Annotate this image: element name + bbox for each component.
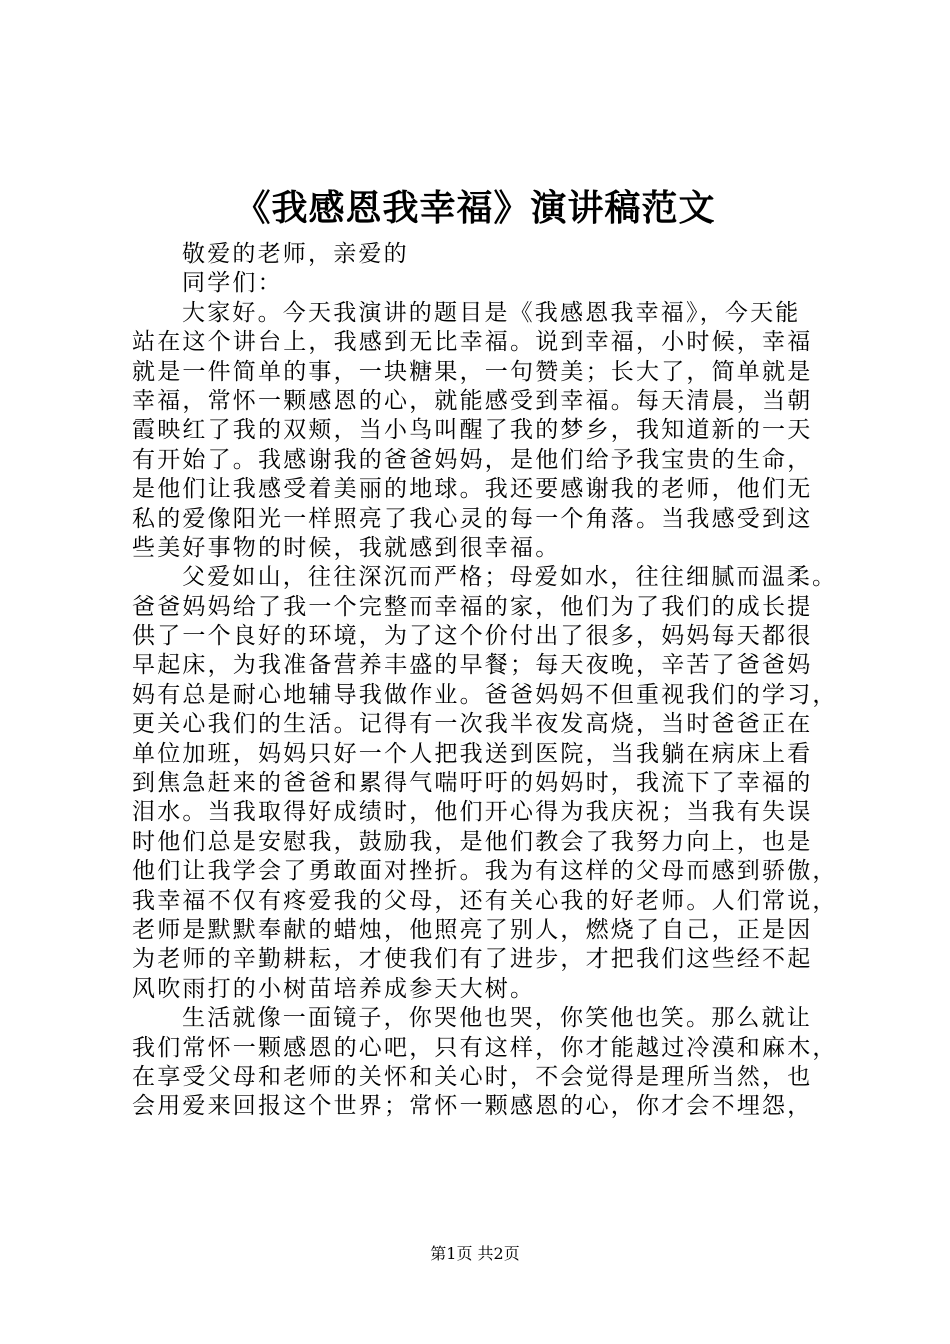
paragraph-line: 供了一个良好的环境，为了这个价付出了很多，妈妈每天都很: [132, 623, 813, 650]
paragraph-line: 我们常怀一颗感恩的心吧，只有这样，你才能越过冷漠和麻木，: [132, 1034, 838, 1061]
document-body: [132, 240, 838, 1122]
paragraph-line: 站在这个讲台上，我感到无比幸福。说到幸福，小时候，幸福: [132, 329, 813, 356]
paragraph-line: 更关心我们的生活。记得有一次我半夜发高烧，当时爸爸正在: [132, 711, 813, 738]
paragraph-line: 早起床，为我准备营养丰盛的早餐；每天夜晚，辛苦了爸爸妈: [132, 652, 813, 679]
paragraph-line: 会用爱来回报这个世界；常怀一颗感恩的心，你才会不埋怨，: [132, 1093, 813, 1120]
paragraph-line: 单位加班，妈妈只好一个人把我送到医院，当我躺在病床上看: [132, 740, 813, 767]
salutation-line-1: 敬爱的老师，亲爱的: [182, 241, 409, 267]
paragraph-line: 就是一件简单的事，一块糖果，一句赞美；长大了，简单就是: [132, 358, 813, 385]
paragraph-line: 大家好。今天我演讲的题目是《我感恩我幸福》，今天能: [182, 299, 801, 326]
document-title: 《我感恩我幸福》演讲稿范文: [234, 187, 716, 229]
page-footer: 第1页 共2页: [430, 1244, 520, 1263]
paragraph-line: 些美好事物的时候，我就感到很幸福。: [132, 534, 561, 561]
paragraph-line: 时他们总是安慰我，鼓励我，是他们教会了我努力向上，也是: [132, 828, 813, 855]
paragraph-line: 到焦急赶来的爸爸和累得气喘吁吁的妈妈时，我流下了幸福的: [132, 770, 813, 797]
paragraph-line: 为老师的辛勤耕耘，才使我们有了进步，才把我们这些经不起: [132, 946, 813, 973]
paragraph-line: 妈有总是耐心地辅导我做作业。爸爸妈妈不但重视我们的学习，: [132, 681, 838, 708]
paragraph-line: 霞映红了我的双颊，当小鸟叫醒了我的梦乡，我知道新的一天: [132, 417, 813, 444]
paragraph-line: 老师是默默奉献的蜡烛，他照亮了别人，燃烧了自己，正是因: [132, 916, 813, 943]
paragraph-line: 爸爸妈妈给了我一个完整而幸福的家，他们为了我们的成长提: [132, 593, 813, 620]
paragraph-line: 有开始了。我感谢我的爸爸妈妈，是他们给予我宝贵的生命，: [132, 446, 813, 473]
paragraph-line: 在享受父母和老师的关怀和关心时，不会觉得是理所当然，也: [132, 1063, 813, 1090]
paragraph-line: 父爱如山，往往深沉而严格；母爱如水，往往细腻而温柔。: [182, 564, 838, 591]
paragraph-line: 私的爱像阳光一样照亮了我心灵的每一个角落。当我感受到这: [132, 505, 813, 532]
paragraph-line: 我幸福不仅有疼爱我的父母，还有关心我的好老师。人们常说，: [132, 887, 838, 914]
paragraph-line: 他们让我学会了勇敢面对挫折。我为有这样的父母而感到骄傲，: [132, 858, 838, 885]
salutation-line-2: 同学们：: [182, 270, 283, 297]
paragraph-line: 是他们让我感受着美丽的地球。我还要感谢我的老师，他们无: [132, 476, 813, 503]
paragraph-line: 泪水。当我取得好成绩时，他们开心得为我庆祝；当我有失误: [132, 799, 813, 826]
paragraph-line: 幸福，常怀一颗感恩的心，就能感受到幸福。每天清晨，当朝: [132, 387, 813, 414]
paragraph-line: 生活就像一面镜子，你哭他也哭，你笑他也笑。那么就让: [182, 1005, 812, 1032]
paragraph-line: 风吹雨打的小树苗培养成参天大树。: [132, 975, 536, 1002]
